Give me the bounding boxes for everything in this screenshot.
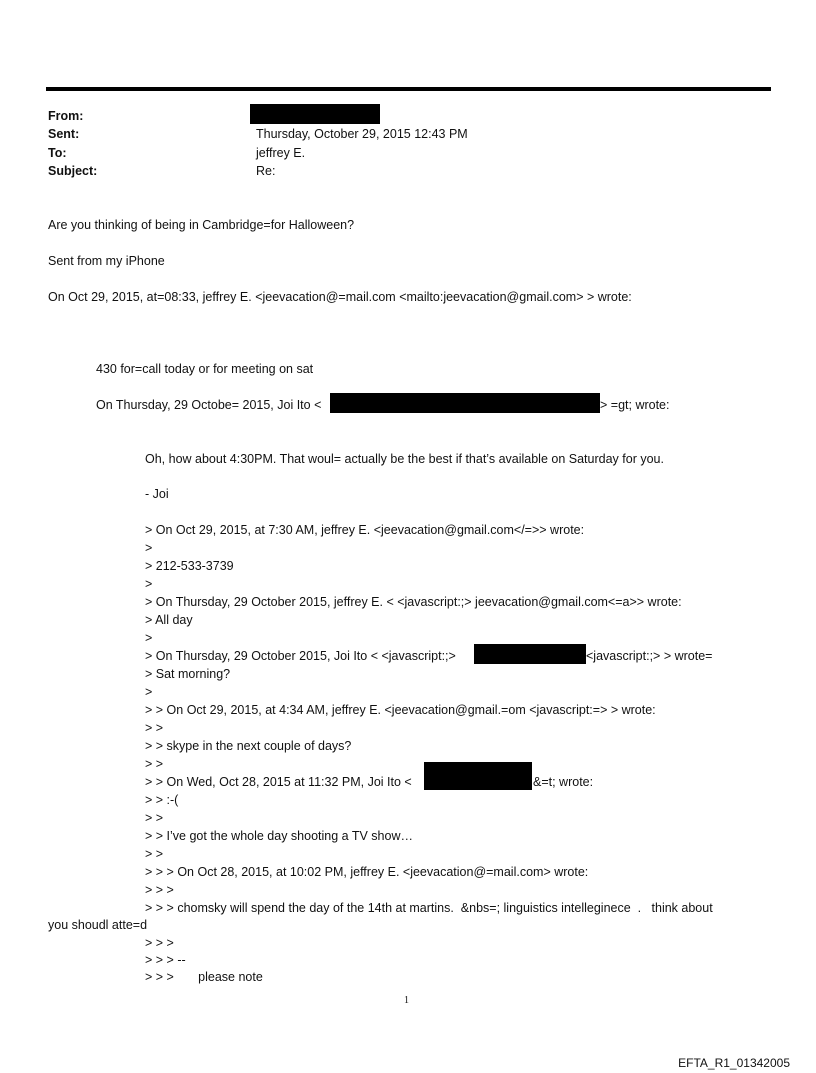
to-label: To: — [48, 146, 67, 160]
body-line: 430 for=call today or for meeting on sat — [96, 362, 314, 376]
quote-line: > Sat morning? — [145, 667, 231, 681]
body-line: > =gt; wrote: — [600, 398, 670, 412]
quote-line: > > — [145, 811, 164, 825]
quote-line: you shoudl atte=d — [48, 918, 148, 932]
quote-line: > — [145, 631, 153, 645]
quote-line: > > — [145, 757, 164, 771]
quote-line: > > — [145, 721, 164, 735]
sent-value: Thursday, October 29, 2015 12:43 PM — [256, 127, 468, 141]
subject-value: Re: — [256, 164, 276, 178]
quote-line: > — [145, 685, 153, 699]
body-line: Oh, how about 4:30PM. That woul= actually be the best if that’s available on Saturday for you. — [145, 452, 664, 466]
body-line: On Thursday, 29 Octobe= 2015, Joi Ito < — [96, 398, 322, 412]
body-line: - Joi — [145, 487, 169, 501]
quote-line: > > skype in the next couple of days? — [145, 739, 352, 753]
from-label: From: — [48, 109, 84, 123]
quote-line: > > I’ve got the whole day shooting a TV show… — [145, 829, 413, 843]
quote-line: &=t; wrote: — [533, 775, 594, 789]
body-line: Are you thinking of being in Cambridge=for Halloween? — [48, 218, 355, 232]
redaction-from — [250, 104, 380, 124]
body-line: On Oct 29, 2015, at=08:33, jeffrey E. <jeevacation@=mail.com <mailto:jeevacation@gmail.com> > wrote: — [48, 290, 632, 304]
quote-line: > > > chomsky will spend the day of the 14th at martins. &nbs=; linguistics intelleginece . think about — [145, 901, 713, 915]
body-line: Sent from my iPhone — [48, 254, 165, 268]
quote-line: > > On Wed, Oct 28, 2015 at 11:32 PM, Joi Ito < — [145, 775, 412, 789]
quote-line: > All day — [145, 613, 193, 627]
quote-line: > > > On Oct 28, 2015, at 10:02 PM, jeffrey E. <jeevacation@=mail.com> wrote: — [145, 865, 589, 879]
sent-label: Sent: — [48, 127, 80, 141]
redaction-email — [424, 762, 532, 790]
to-value: jeffrey E. — [256, 146, 306, 160]
document-id: EFTA_R1_01342005 — [678, 1056, 790, 1070]
quote-line: > On Thursday, 29 October 2015, Joi Ito < <javascript:;> — [145, 649, 456, 663]
quote-line: > 212-533-3739 — [145, 559, 234, 573]
header-rule — [46, 87, 771, 91]
quote-line: > > On Oct 29, 2015, at 4:34 AM, jeffrey E. <jeevacation@gmail.=om <javascript:=> > wrote: — [145, 703, 656, 717]
quote-line: > On Thursday, 29 October 2015, jeffrey E. < <javascript:;> jeevacation@gmail.com<=a>> wrote: — [145, 595, 682, 609]
quote-line: > > — [145, 847, 164, 861]
redaction-email — [330, 393, 600, 413]
subject-label: Subject: — [48, 164, 98, 178]
quote-line: > — [145, 577, 153, 591]
quote-line: > > > please note — [145, 970, 263, 984]
quote-line: > > > — [145, 883, 174, 897]
page-number: 1 — [404, 995, 409, 1006]
quote-line: > > :-( — [145, 793, 179, 807]
quote-line: > On Oct 29, 2015, at 7:30 AM, jeffrey E. <jeevacation@gmail.com</=>> wrote: — [145, 523, 585, 537]
redaction-email — [474, 644, 586, 664]
quote-line: > — [145, 541, 153, 555]
quote-line: > > > -- — [145, 953, 186, 967]
quote-line: > > > — [145, 936, 174, 950]
quote-line: <javascript:;> > wrote= — [586, 649, 713, 663]
